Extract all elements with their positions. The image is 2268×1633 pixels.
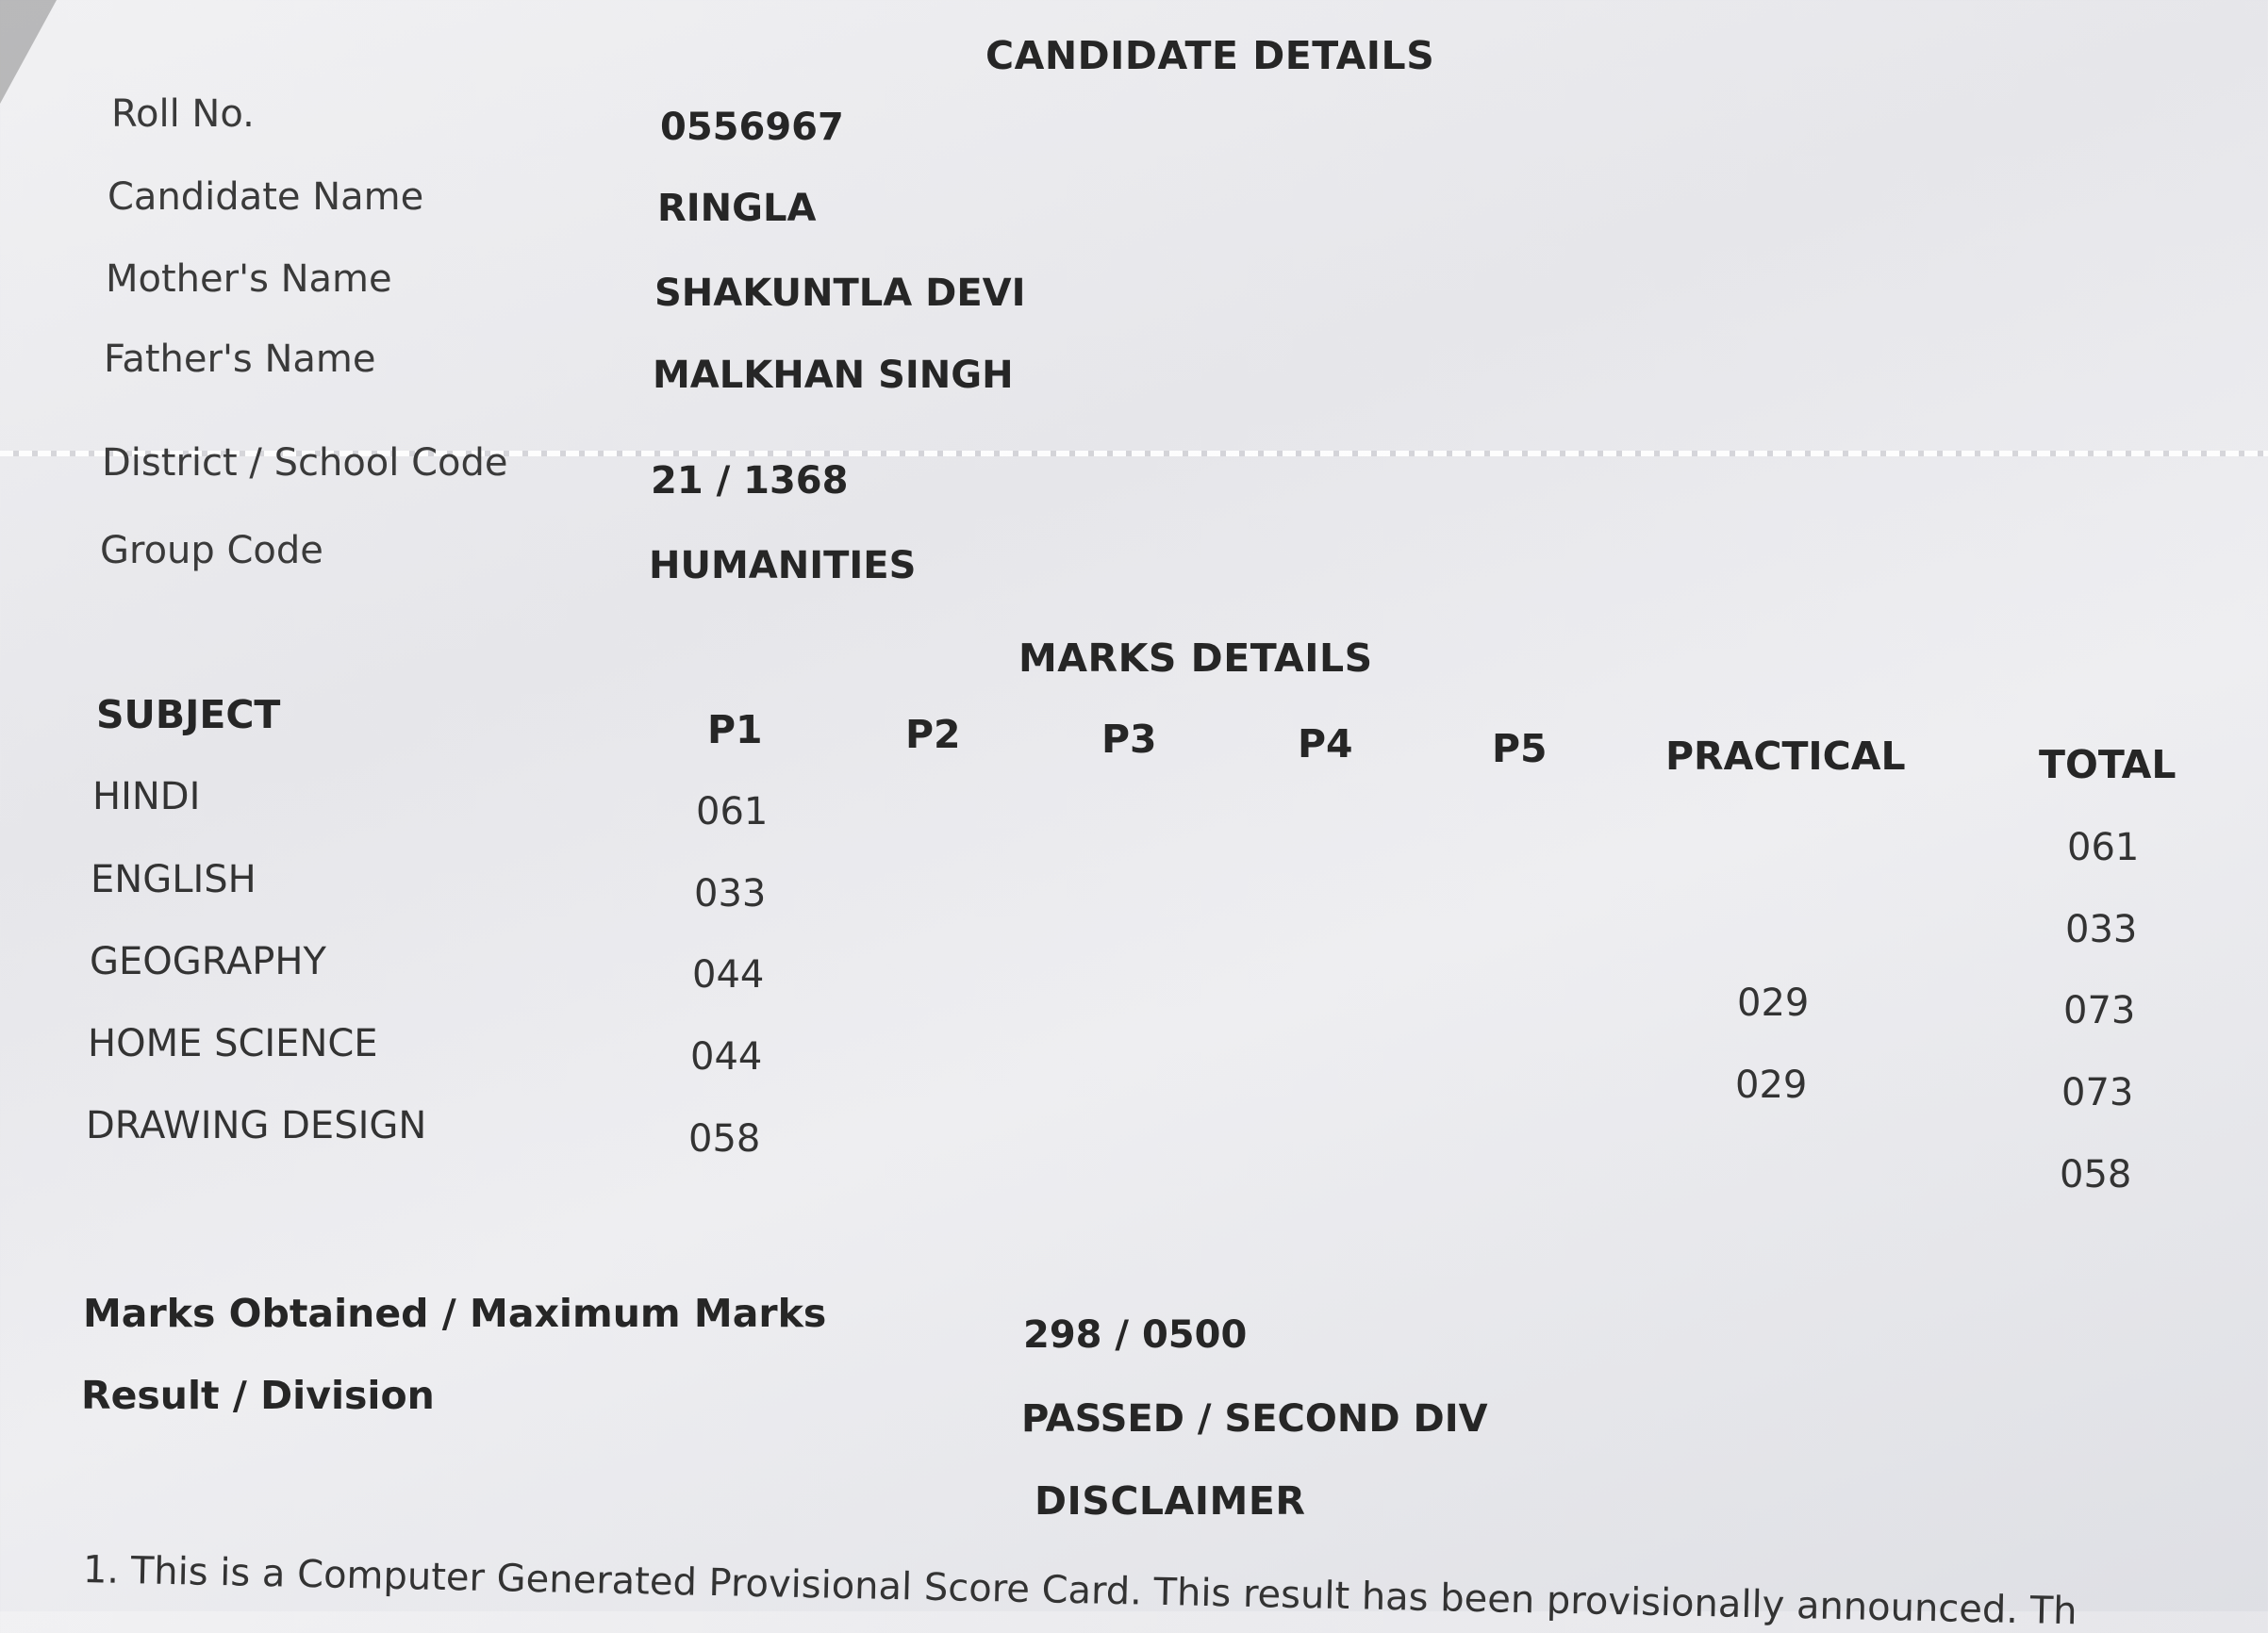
col-subject: SUBJECT — [96, 692, 281, 737]
col-p2: P2 — [905, 712, 961, 757]
group-code-value: HUMANITIES — [649, 544, 917, 587]
roll-no-value: 0556967 — [660, 106, 844, 149]
marks-obtained-label: Marks Obtained / Maximum Marks — [83, 1291, 827, 1336]
row-home-science-subject: HOME SCIENCE — [88, 1022, 378, 1065]
col-p4: P4 — [1298, 721, 1353, 767]
col-practical: PRACTICAL — [1665, 734, 1906, 779]
candidate-name-label: Candidate Name — [108, 175, 424, 219]
row-drawing-design-subject: DRAWING DESIGN — [86, 1104, 427, 1147]
fathers-name-label: Father's Name — [104, 338, 376, 381]
row-home-science-p1: 044 — [690, 1035, 763, 1079]
fathers-name-value: MALKHAN SINGH — [653, 354, 1014, 397]
col-p3: P3 — [1101, 717, 1157, 762]
row-hindi-p1: 061 — [696, 790, 769, 833]
mothers-name-label: Mother's Name — [106, 257, 392, 301]
row-hindi-subject: HINDI — [92, 775, 201, 818]
row-drawing-design-p1: 058 — [688, 1117, 761, 1161]
row-english-subject: ENGLISH — [91, 858, 257, 901]
row-english-total: 033 — [2065, 908, 2138, 951]
group-code-label: Group Code — [100, 529, 323, 572]
candidate-details-title: CANDIDATE DETAILS — [985, 33, 1435, 78]
district-school-code-value: 21 / 1368 — [651, 459, 849, 503]
row-home-science-practical: 029 — [1735, 1064, 1808, 1107]
row-english-p1: 033 — [694, 872, 767, 915]
result-division-value: PASSED / SECOND DIV — [1021, 1397, 1488, 1441]
row-geography-total: 073 — [2063, 989, 2136, 1032]
marks-details-title: MARKS DETAILS — [1018, 635, 1373, 681]
candidate-name-value: RINGLA — [657, 187, 817, 230]
col-p5: P5 — [1492, 726, 1548, 771]
mothers-name-value: SHAKUNTLA DEVI — [654, 272, 1026, 315]
district-school-code-label: District / School Code — [102, 441, 508, 485]
disclaimer-title: DISCLAIMER — [1035, 1478, 1306, 1524]
row-geography-p1: 044 — [692, 953, 765, 997]
col-total: TOTAL — [2039, 742, 2177, 787]
row-geography-subject: GEOGRAPHY — [90, 940, 326, 983]
col-p1: P1 — [707, 707, 763, 752]
marks-obtained-value: 298 / 0500 — [1023, 1313, 1248, 1357]
row-hindi-total: 061 — [2067, 826, 2140, 869]
row-home-science-total: 073 — [2061, 1071, 2134, 1114]
row-drawing-design-total: 058 — [2060, 1153, 2132, 1196]
disclaimer-line-1: 1. This is a Computer Generated Provisional Score Card. This result has been provisionally announced. Th — [82, 1548, 2078, 1633]
roll-no-label: Roll No. — [111, 92, 255, 136]
row-geography-practical: 029 — [1737, 981, 1810, 1025]
result-division-label: Result / Division — [81, 1373, 435, 1418]
page-corner-fold — [0, 0, 57, 104]
